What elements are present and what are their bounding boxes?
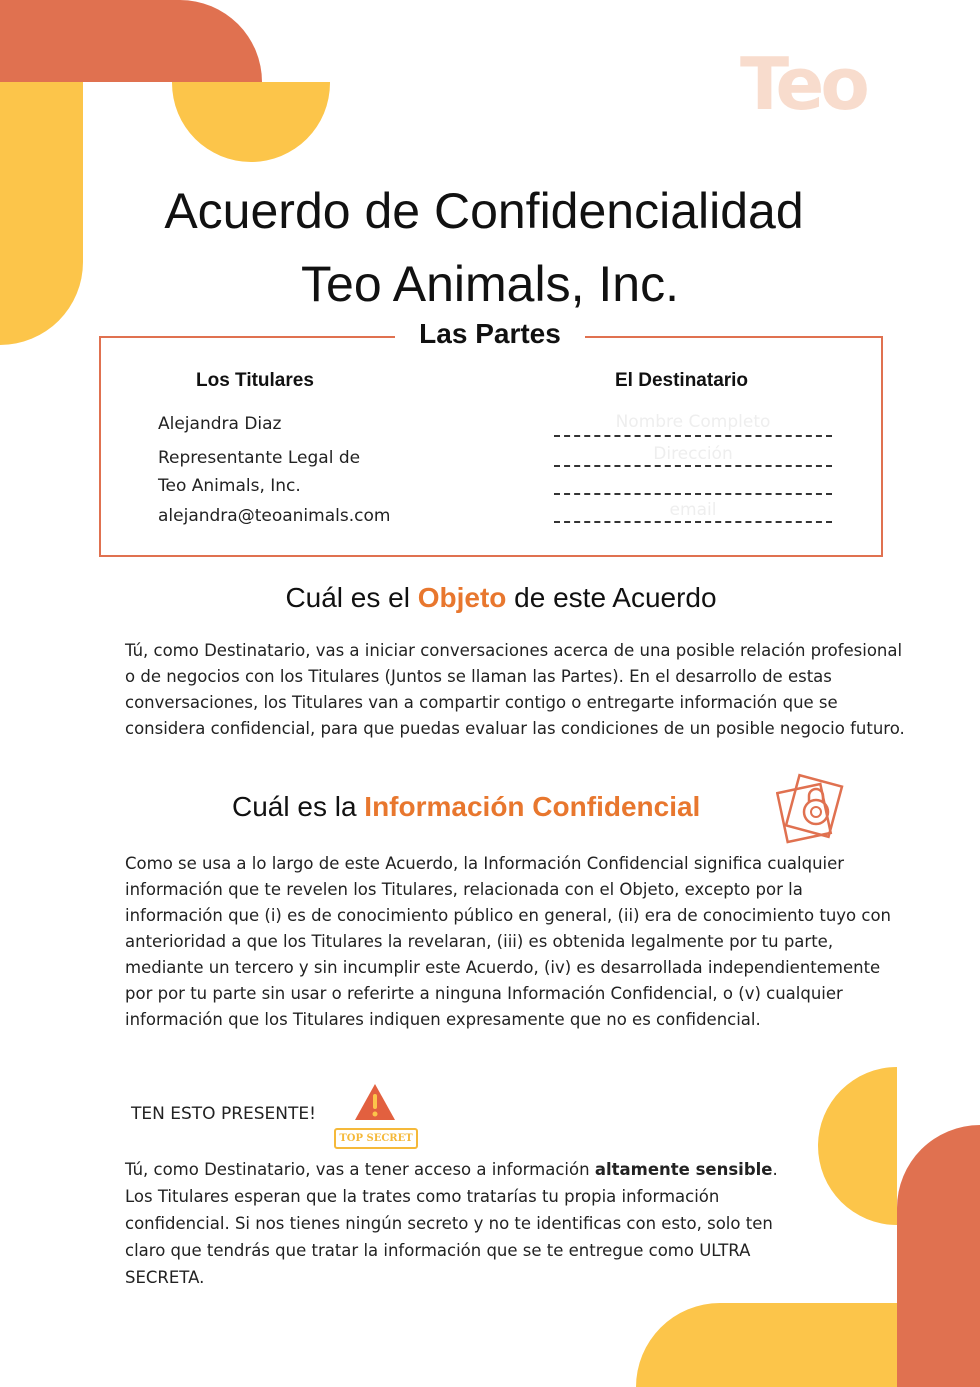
note-text-bold: altamente sensible [594,1160,773,1179]
decor-orange-right [897,1125,980,1387]
title-line-1: Acuerdo de Confidencialidad [164,183,804,239]
objeto-heading-post: de este Acuerdo [506,582,717,613]
info-heading-accent: Información Confidencial [364,791,701,822]
info-heading [232,791,700,823]
decor-orange-top [0,0,262,82]
objeto-heading-accent: Objeto [417,582,507,613]
teo-logo: Teo [740,42,866,126]
recipient-address-field[interactable] [554,465,832,467]
info-heading-pre: Cuál es la [232,791,365,822]
info-text: Como se usa a lo largo de este Acuerdo, la Información Confidencial significa cualquier información que te revelen los Titulares, relacionada con el Objeto, excepto por la información que (i) es de conocimiento público en general, (ii) era de conocimiento tuyo con anterioridad a que los Titulares la revelaran, (iii) es obtenida legalmente por tu parte, mediante un tercero y sin incumplir este Acuerdo, (iv) es desarrollada independientemente por por tu parte sin usar o referirte a ninguna Información Confidencial, o (v) cualquier información que los Titulares indiquen expresamente que no es confidencial. [125,854,892,1029]
decor-yellow-bottom [636,1303,897,1387]
note-text [125,1156,795,1291]
recipient-email-placeholder: email [669,500,717,520]
objeto-text: Tú, como Destinatario, vas a iniciar conversaciones acerca de una posible relación profesional o de negocios con los Titulares (Juntos se llaman las Partes). En el desarrollo de estas conversaciones, los Titulares van a compartir contigo o entregarte información que se considera confidencial, para que puedas evaluar las condiciones de un posible negocio futuro. [125,641,905,738]
parties-heading: Las Partes [395,318,585,350]
recipient-address-placeholder: Dirección [653,444,733,464]
decor-yellow-right [818,1067,897,1225]
decor-yellow-half [172,82,330,162]
holder-name: Alejandra Diaz [158,414,282,434]
holder-email: alejandra@teoanimals.com [158,506,391,526]
recipient-name-placeholder: Nombre Completo [615,412,771,432]
recipient-heading: El Destinatario [615,370,749,391]
recipient-name-field[interactable] [554,435,832,437]
objeto-heading-pre: Cuál es el [285,582,418,613]
note-label: TEN ESTO PRESENTE! [131,1104,316,1124]
title-line-2: Teo Animals, Inc. [301,256,679,312]
warning-icon [353,1082,397,1122]
holder-role-2: Teo Animals, Inc. [158,476,301,496]
holders-heading: Los Titulares [196,370,314,391]
top-secret-stamp: TOP SECRET [334,1128,418,1149]
note-text-1: Tú, como Destinatario, vas a tener acceso a información [125,1160,595,1179]
recipient-extra-field[interactable] [554,493,832,495]
confidential-lock-icon [776,772,848,844]
objeto-heading [0,582,980,614]
recipient-email-field[interactable] [554,521,832,523]
note-text-2: . Los Titulares esperan que la trates como tratarías tu propia información confidencial. Si nos tienes ningún secreto y no te identificas con esto, solo ten claro que tendrás que tratar la información que se te entregue como ULTRA SECRETA. [125,1160,778,1287]
holder-role-1: Representante Legal de [158,448,361,468]
